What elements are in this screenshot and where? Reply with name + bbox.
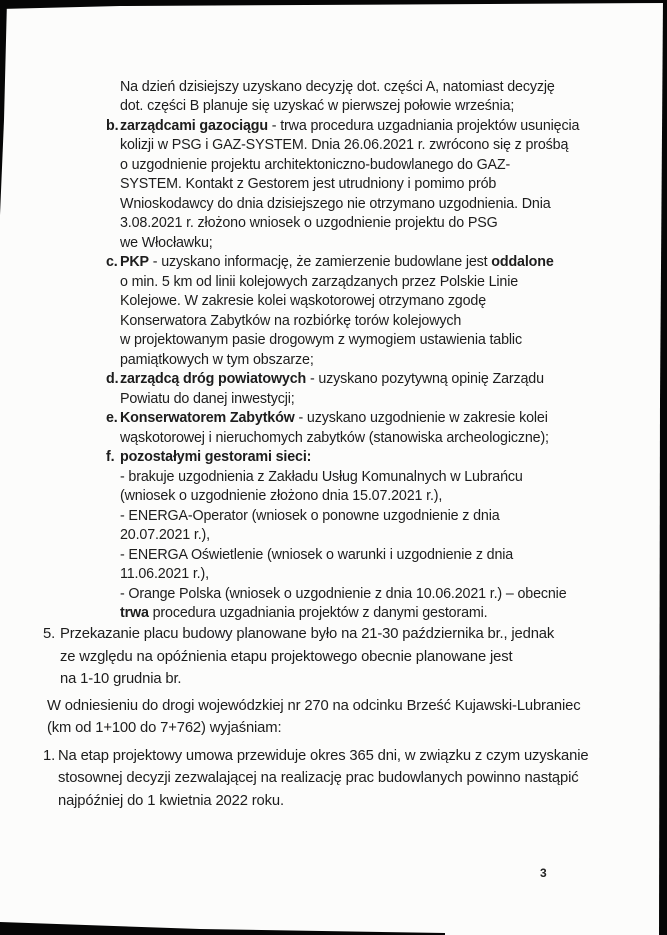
text-line — [120, 390, 295, 409]
text-run: - Orange Polska (wniosek o uzgodnienie z dnia 10.06.2021 r.) – obecnie — [120, 586, 567, 602]
list-marker: e. — [106, 410, 118, 426]
text-run: o min. 5 km od linii kolejowych zarządzanych przez Polskie Linie — [120, 274, 519, 290]
text-run: Konserwatora Zabytków na rozbiórkę torów kolejowych — [120, 313, 462, 329]
text-line — [43, 747, 588, 766]
text-run: zarządcą dróg powiatowych — [120, 371, 307, 387]
list-marker: f. — [106, 449, 115, 465]
text-run: dot. części B planuje się uzyskać w pierwszej połowie września; — [120, 98, 515, 114]
text-run: Przekazanie placu budowy planowane było na 21-30 października br., jednak — [60, 626, 555, 642]
text-run: Konserwatorem Zabytków — [120, 410, 295, 426]
text-line — [120, 195, 551, 214]
text-run: - trwa procedura uzgadniania projektów usunięcia — [267, 118, 580, 134]
text-line — [120, 273, 518, 292]
text-run: o uzgodnienie projektu architektoniczno-budowlanego do GAZ- — [120, 157, 511, 173]
text-line — [43, 625, 554, 644]
text-line — [120, 234, 213, 253]
text-run: Kolejowe. W zakresie kolei wąskotorowej otrzymano zgodę — [120, 293, 487, 309]
text-run: - ENERGA-Operator (wniosek o ponowne uzgodnienie z dnia — [120, 508, 500, 524]
text-line — [120, 546, 513, 565]
text-run: PKP — [120, 254, 149, 270]
text-run: 3.08.2021 r. złożono wniosek o uzgodnienie projektu do PSG — [120, 215, 498, 231]
text-line — [120, 136, 568, 155]
text-line — [120, 468, 523, 487]
text-run: - brakuje uzgodnienia z Zakładu Usług Komunalnych w Lubrańcu — [120, 469, 523, 485]
text-line — [120, 351, 314, 370]
text-line — [120, 487, 442, 506]
page-number: 3 — [540, 866, 547, 880]
text-line — [120, 429, 549, 448]
text-run: (km od 1+100 do 7+762) wyjaśniam: — [47, 720, 282, 736]
text-line — [120, 526, 210, 545]
text-line — [120, 331, 522, 350]
text-run: 20.07.2021 r.), — [120, 527, 210, 543]
text-line — [106, 370, 544, 389]
text-line — [47, 719, 281, 738]
text-run: Powiatu do danej inwestycji; — [120, 391, 295, 407]
text-line — [58, 769, 578, 788]
text-line — [120, 175, 496, 194]
list-marker: b. — [106, 118, 119, 134]
text-run: stosownej decyzji zezwalającej na realizację prac budowlanych powinno nastąpić — [58, 770, 579, 786]
text-line — [120, 585, 567, 604]
text-line — [120, 156, 510, 175]
text-run: - uzyskano pozytywną opinię Zarządu — [306, 371, 544, 387]
text-line — [120, 97, 514, 116]
text-line — [58, 792, 284, 811]
text-run: kolizji w PSG i GAZ-SYSTEM. Dnia 26.06.2021 r. zwrócono się z prośbą — [120, 137, 569, 153]
text-run: Na etap projektowy umowa przewiduje okres 365 dni, w związku z czym uzyskanie — [58, 748, 589, 764]
text-run: Wnioskodawcy do dnia dzisiejszego nie otrzymano uzgodnienia. Dnia — [120, 196, 551, 212]
text-run: - ENERGA Oświetlenie (wniosek o warunki i uzgodnienie z dnia — [120, 547, 514, 563]
text-line — [106, 117, 579, 136]
text-line — [120, 312, 461, 331]
text-run: Na dzień dzisiejszy uzyskano decyzję dot. części A, natomiast decyzję — [120, 79, 555, 95]
text-line — [120, 604, 488, 623]
text-run: trwa — [120, 605, 149, 621]
text-run: zarządcami gazociągu — [120, 118, 268, 134]
text-line — [120, 214, 498, 233]
list-marker: 1. — [43, 748, 56, 764]
text-run: - uzyskano uzgodnienie w zakresie kolei — [294, 410, 548, 426]
text-run: w projektowanym pasie drogowym z wymogiem ustawienia tablic — [120, 332, 522, 348]
text-line — [120, 565, 209, 584]
text-run: W odniesieniu do drogi wojewódzkiej nr 270 na odcinku Brześć Kujawski-Lubraniec — [47, 698, 581, 714]
text-run: SYSTEM. Kontakt z Gestorem jest utrudniony i pomimo prób — [120, 176, 497, 192]
text-run: najpóźniej do 1 kwietnia 2022 roku. — [58, 793, 284, 809]
text-run: - uzyskano informację, że zamierzenie budowlane jest — [148, 254, 492, 270]
text-line — [47, 697, 580, 716]
text-line — [120, 292, 486, 311]
text-line — [60, 648, 512, 667]
text-run: 11.06.2021 r.), — [120, 566, 209, 582]
text-run: pozostałymi gestorami sieci: — [120, 449, 312, 465]
text-run: ze względu na opóźnienia etapu projektowego obecnie planowane jest — [60, 649, 513, 665]
text-line — [60, 670, 181, 689]
text-run: (wniosek o uzgodnienie złożono dnia 15.07.2021 r.), — [120, 488, 443, 504]
text-run: we Włocławku; — [120, 235, 213, 251]
text-run: procedura uzgadniania projektów z danymi gestorami. — [148, 605, 488, 621]
text-line — [120, 78, 555, 97]
text-run: na 1-10 grudnia br. — [60, 671, 182, 687]
list-marker: 5. — [43, 626, 56, 642]
list-marker: c. — [106, 254, 118, 270]
text-run: wąskotorowej i nieruchomych zabytków (stanowiska archeologiczne); — [120, 430, 549, 446]
text-line — [106, 409, 548, 428]
text-line — [106, 448, 311, 467]
text-line — [120, 507, 500, 526]
list-marker: d. — [106, 371, 119, 387]
text-run: pamiątkowych w tym obszarze; — [120, 352, 314, 368]
text-line — [106, 253, 554, 272]
text-run: oddalone — [491, 254, 554, 270]
